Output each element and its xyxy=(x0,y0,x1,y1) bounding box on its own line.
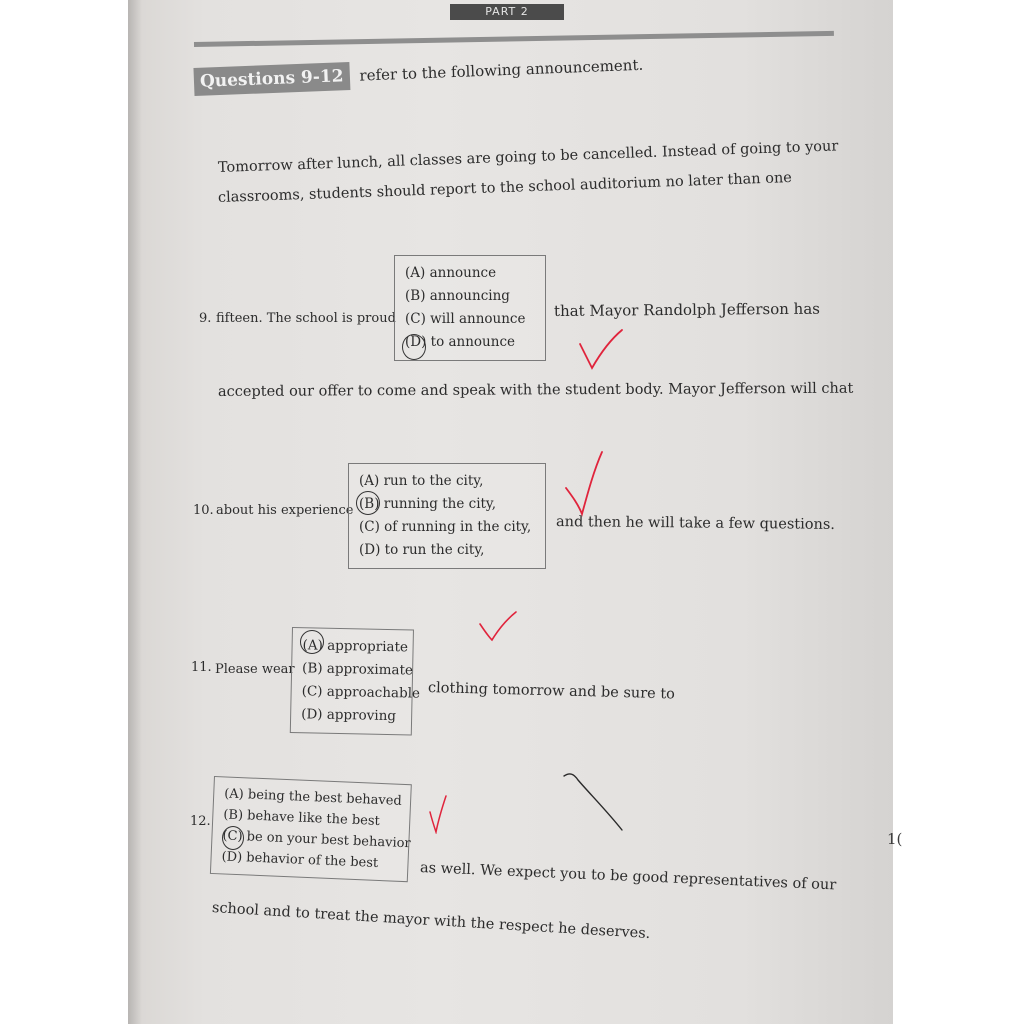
section-heading xyxy=(193,51,643,96)
questions-badge: Questions 9-12 xyxy=(193,62,350,96)
q9-choice-c[interactable]: (C) will announce xyxy=(405,311,526,327)
q9-check-mark-icon xyxy=(576,326,626,372)
q12-check-mark-icon xyxy=(428,794,448,834)
book-page xyxy=(128,0,893,1024)
question-10-number: 10. xyxy=(193,503,214,518)
question-11-after: clothing tomorrow and be sure to xyxy=(427,680,676,703)
question-9-after: that Mayor Randolph Jefferson has xyxy=(553,299,821,320)
passage-line-4: school and to treat the mayor with the respect he deserves. xyxy=(211,900,651,943)
question-10-choices xyxy=(348,463,546,569)
question-10-before: about his experience xyxy=(216,503,354,518)
q12-choice-b[interactable]: (B) behave like the best xyxy=(223,807,381,829)
q9-choice-b[interactable]: (B) announcing xyxy=(405,288,510,304)
question-11-before: Please wear xyxy=(215,662,295,677)
q9-choice-a[interactable]: (A) announce xyxy=(405,265,497,281)
header-rule xyxy=(194,31,834,47)
q12-choice-a[interactable]: (A) being the best behaved xyxy=(223,786,403,809)
heading-text: refer to the following announcement. xyxy=(359,55,644,85)
part-label: PART 2 xyxy=(450,4,564,20)
q12-answer-circle-icon xyxy=(222,826,244,850)
q11-check-mark-icon xyxy=(478,610,518,644)
q10-choice-d[interactable]: (D) to run the city, xyxy=(359,542,485,558)
next-page-fragment: 1( xyxy=(887,830,903,848)
q10-check-mark-icon xyxy=(562,448,608,518)
q9-answer-circle-icon xyxy=(402,334,426,360)
q11-choice-a[interactable]: (A) appropriate xyxy=(302,637,409,656)
question-9-number: 9. xyxy=(199,311,212,326)
question-12-number: 12. xyxy=(190,814,211,829)
question-9-before: fifteen. The school is proud xyxy=(216,311,396,326)
q11-choice-b[interactable]: (B) approximate xyxy=(301,660,414,679)
right-background xyxy=(887,0,1024,1024)
q9-choice-d[interactable]: (D) to announce xyxy=(405,334,515,350)
question-12-after: as well. We expect you to be good representatives of our xyxy=(419,860,837,894)
q11-choice-d[interactable]: (D) approving xyxy=(301,706,397,725)
q10-choice-a[interactable]: (A) run to the city, xyxy=(359,473,484,489)
passage-line-2: classrooms, students should report to the school auditorium no later than one xyxy=(217,169,793,206)
passage-line-1: Tomorrow after lunch, all classes are going to be cancelled. Instead of going to your xyxy=(217,138,839,176)
q11-answer-circle-icon xyxy=(300,630,324,654)
question-10-after: and then he will take a few questions. xyxy=(555,514,836,533)
q10-choice-c[interactable]: (C) of running in the city, xyxy=(359,519,532,535)
page-gutter-shadow xyxy=(128,0,142,1024)
q10-choice-b[interactable]: (B) running the city, xyxy=(359,496,497,512)
q12-choice-c[interactable]: (C) be on your best behavior xyxy=(222,828,411,852)
pen-stroke-icon xyxy=(560,768,630,834)
q10-answer-circle-icon xyxy=(356,491,380,515)
q11-choice-c[interactable]: (C) approachable xyxy=(301,683,421,702)
passage-line-3: accepted our offer to come and speak with the student body. Mayor Jefferson will chat xyxy=(217,380,854,400)
question-11-number: 11. xyxy=(191,660,212,675)
left-background xyxy=(0,0,128,1024)
q12-choice-d[interactable]: (D) behavior of the best xyxy=(221,849,379,871)
